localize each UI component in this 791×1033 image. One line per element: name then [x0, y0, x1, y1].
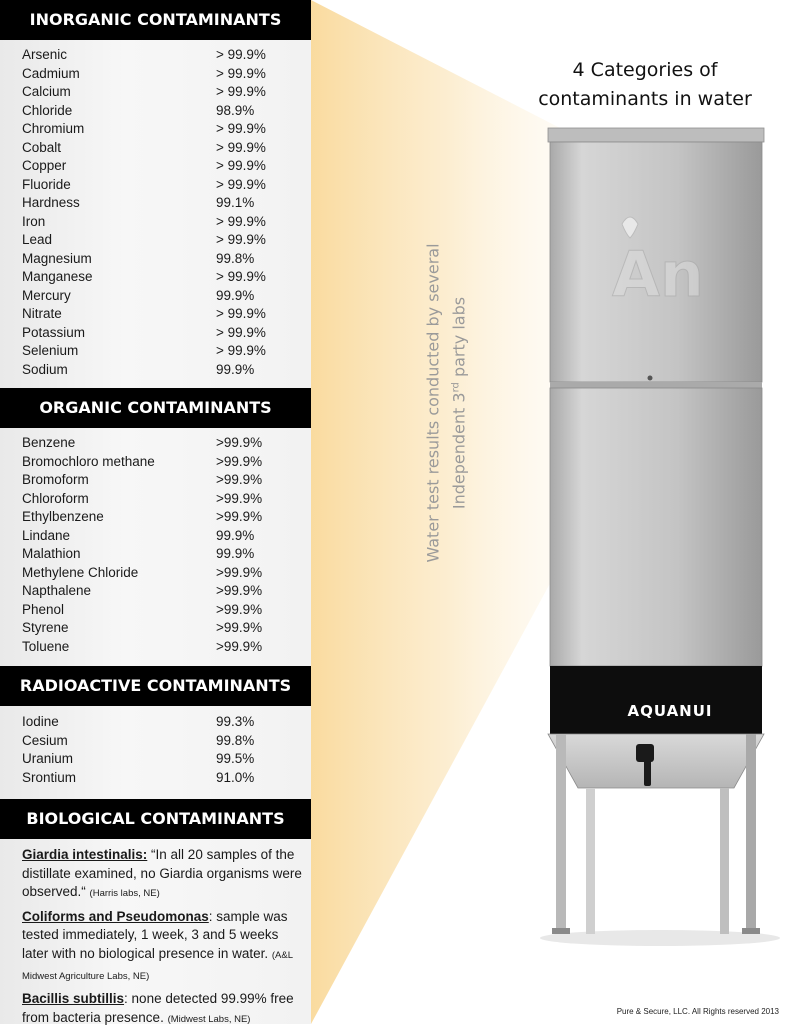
contaminant-row [22, 361, 282, 380]
removal-rate: > 99.9% [216, 343, 266, 358]
contaminant-name: Fluoride [22, 176, 71, 192]
contaminant-name: Chloroform [22, 490, 89, 506]
contaminant-row [22, 324, 282, 343]
contaminant-name: Calcium [22, 84, 71, 99]
contaminant-row [22, 176, 282, 195]
contaminant-row [22, 527, 282, 546]
aquanui-logo: AQUANUI [627, 702, 713, 720]
removal-rate: >99.9% [216, 601, 263, 617]
removal-rate: > 99.9% [216, 306, 266, 321]
contaminant-name: Nitrate [22, 306, 62, 321]
inorganic-header: INORGANIC CONTAMINANTS [0, 0, 311, 40]
contaminant-name: Phenol [22, 601, 65, 617]
removal-rate: 99.1% [216, 195, 255, 210]
contaminant-row [22, 601, 282, 620]
contaminant-row [22, 769, 282, 788]
organic-list [22, 434, 282, 656]
removal-rate: 99.3% [216, 714, 255, 729]
removal-rate: > 99.9% [216, 158, 266, 173]
contaminant-name: Cesium [22, 732, 68, 748]
contaminant-row [22, 750, 282, 769]
contaminant-row [22, 508, 282, 527]
bio-entry-coliforms: Coliforms and Pseudomonas: sample was tested immediately, 1 week, 3 and 5 weeks later with no biological presence in water. (A&L Midwest Agriculture Labs, NE) [22, 908, 293, 982]
removal-rate: > 99.9% [216, 84, 266, 99]
contaminant-name: Copper [22, 158, 67, 173]
removal-rate: >99.9% [216, 583, 263, 598]
contaminant-row [22, 157, 282, 176]
contaminant-name: Benzene [22, 435, 76, 450]
removal-rate: > 99.9% [216, 139, 266, 155]
removal-rate: > 99.9% [216, 176, 266, 192]
contaminant-row [22, 453, 282, 472]
contaminant-name: Selenium [22, 343, 79, 358]
contaminant-row [22, 139, 282, 158]
contaminant-name: Toluene [22, 638, 70, 654]
contaminant-name: Bromochloro methane [22, 453, 155, 469]
removal-rate: 99.9% [216, 546, 255, 561]
contaminant-row [22, 65, 282, 84]
removal-rate: > 99.9% [216, 47, 266, 62]
contaminant-name: Iron [22, 213, 46, 229]
removal-rate: > 99.9% [216, 65, 266, 81]
headline: 4 Categories of contaminants in water [538, 59, 752, 110]
contaminant-row [22, 268, 282, 287]
contaminant-row [22, 102, 282, 121]
removal-rate: 91.0% [216, 769, 255, 785]
contaminant-row [22, 342, 282, 361]
removal-rate: > 99.9% [216, 324, 266, 340]
copyright-footer: Pure & Secure, LLC. All Rights reserved 2013 [616, 1007, 779, 1016]
removal-rate: >99.9% [216, 638, 263, 654]
removal-rate: >99.9% [216, 453, 263, 469]
removal-rate: >99.9% [216, 490, 263, 506]
contaminant-name: Arsenic [22, 47, 68, 62]
contaminant-row [22, 471, 282, 490]
contaminant-name: Chromium [22, 121, 85, 136]
removal-rate: >99.9% [216, 435, 263, 450]
contaminant-name: Iodine [22, 714, 59, 729]
contaminant-row [22, 250, 282, 269]
organic-header: ORGANIC CONTAMINANTS [0, 388, 311, 428]
contaminant-row [22, 564, 282, 583]
removal-rate: 98.9% [216, 102, 255, 118]
contaminant-name: Manganese [22, 269, 93, 284]
water-distiller-image [530, 120, 790, 950]
contaminant-row [22, 732, 282, 751]
contaminant-name: Magnesium [22, 250, 92, 266]
contaminant-row [22, 638, 282, 657]
contaminant-name: Ethylbenzene [22, 509, 104, 524]
contaminant-row [22, 713, 282, 732]
contaminant-name: Potassium [22, 324, 86, 340]
contaminant-name: Mercury [22, 287, 71, 303]
contaminant-row [22, 545, 282, 564]
inorganic-list [22, 46, 282, 379]
contaminant-row [22, 83, 282, 102]
bio-entry-bacillis: Bacillis subtillis: none detected 99.99% free from bacteria presence. (Midwest Labs, NE) [22, 991, 294, 1025]
removal-rate: >99.9% [216, 472, 263, 487]
removal-rate: >99.9% [216, 509, 263, 524]
biological-notes [22, 846, 307, 1033]
removal-rate: >99.9% [216, 620, 263, 635]
contaminant-name: Lead [22, 232, 53, 247]
contaminant-row [22, 231, 282, 250]
contaminant-name: Malathion [22, 546, 81, 561]
lab-results-vertical-text [421, 203, 470, 603]
contaminant-name: Methylene Chloride [22, 564, 139, 580]
contaminant-row [22, 619, 282, 638]
contaminant-name: Srontium [22, 769, 77, 785]
radioactive-header: RADIOACTIVE CONTAMINANTS [0, 666, 311, 706]
contaminant-row [22, 582, 282, 601]
biological-header: BIOLOGICAL CONTAMINANTS [0, 799, 311, 839]
contaminant-name: Hardness [22, 195, 80, 210]
removal-rate: 99.9% [216, 287, 255, 303]
contaminant-name: Cobalt [22, 139, 62, 155]
contaminant-row [22, 213, 282, 232]
radioactive-list [22, 713, 282, 787]
contaminant-row [22, 490, 282, 509]
removal-rate: >99.9% [216, 564, 263, 580]
contaminant-row [22, 194, 282, 213]
removal-rate: > 99.9% [216, 269, 266, 284]
vertical-line-2: Independent 3rd party labs [449, 296, 469, 510]
svg-text:An: An [611, 238, 705, 311]
contaminant-name: Uranium [22, 751, 74, 766]
removal-rate: > 99.9% [216, 121, 266, 136]
contaminant-row [22, 287, 282, 306]
contaminant-name: Styrene [22, 620, 69, 635]
contaminant-row [22, 305, 282, 324]
removal-rate: 99.9% [216, 527, 255, 543]
contaminant-name: Bromoform [22, 472, 89, 487]
bio-entry-giardia: Giardia intestinalis: “In all 20 samples of the distillate examined, no Giardia organisms were observed.“ (Harris labs, NE) [22, 847, 302, 900]
removal-rate: 99.9% [216, 361, 255, 377]
vertical-line-1: Water test results conducted by several [423, 243, 443, 563]
removal-rate: > 99.9% [216, 213, 266, 229]
contaminant-name: Lindane [22, 527, 71, 543]
contaminant-name: Napthalene [22, 583, 92, 598]
removal-rate: 99.5% [216, 751, 255, 766]
contaminant-name: Sodium [22, 361, 68, 377]
removal-rate: 99.8% [216, 250, 255, 266]
contaminant-panel [0, 0, 311, 1024]
contaminant-row [22, 120, 282, 139]
contaminant-name: Chloride [22, 102, 73, 118]
removal-rate: > 99.9% [216, 232, 266, 247]
removal-rate: 99.8% [216, 732, 255, 748]
contaminant-name: Cadmium [22, 65, 80, 81]
contaminant-row [22, 46, 282, 65]
contaminant-row [22, 434, 282, 453]
